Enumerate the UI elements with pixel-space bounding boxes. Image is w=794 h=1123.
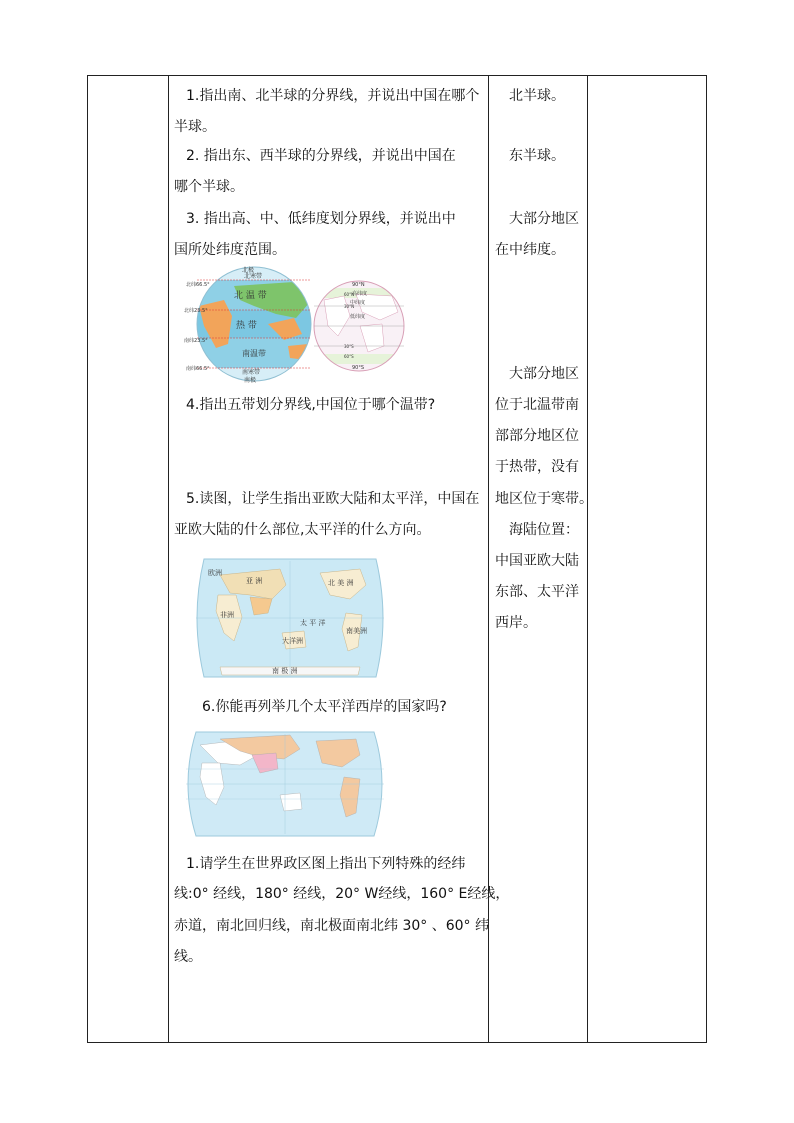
answer-4-line-5: 地区位于寒带。 bbox=[495, 491, 593, 507]
label-north-frigid: 北寒带 bbox=[244, 273, 263, 280]
label-antarctica: 南 极 洲 bbox=[272, 667, 298, 675]
answer-5-line-2: 中国亚欧大陆 bbox=[495, 553, 579, 569]
label-lat-90n: 90°N bbox=[352, 282, 365, 288]
label-mid-latitude: 中纬度 bbox=[350, 300, 366, 306]
answer-5-line-4: 西岸。 bbox=[495, 615, 537, 631]
label-lat-30s: 30°S bbox=[344, 344, 354, 349]
political-world-map bbox=[180, 729, 390, 839]
answer-4-line-2: 位于北温带南 bbox=[495, 397, 579, 413]
answer-5-line-3: 东部、太平洋 bbox=[495, 584, 579, 600]
question-2-line-1: 2. 指出东、西半球的分界线，并说出中国在 bbox=[186, 148, 456, 164]
question-7-line-3: 赤道，南北回归线，南北极面南北纬 30° 、60° 纬 bbox=[174, 918, 489, 934]
question-4: 4.指出五带划分界线,中国位于哪个温带? bbox=[186, 397, 436, 413]
label-europe: 欧洲 bbox=[208, 569, 222, 577]
answer-1: 北半球。 bbox=[509, 88, 565, 104]
label-lat-60s: 60°S bbox=[344, 354, 354, 359]
question-5-line-2: 亚欧大陆的什么部位,太平洋的什么方向。 bbox=[174, 522, 431, 538]
label-lat-665n: 北纬66.5° bbox=[186, 282, 210, 288]
label-north-america: 北 美 洲 bbox=[328, 579, 354, 587]
answer-2: 东半球。 bbox=[509, 148, 565, 164]
label-tropics: 热 带 bbox=[236, 321, 257, 331]
label-asia: 亚 洲 bbox=[246, 577, 263, 585]
answer-4-line-1: 大部分地区 bbox=[509, 366, 579, 382]
label-north-temperate: 北 温 带 bbox=[234, 291, 267, 301]
answer-3-line-2: 在中纬度。 bbox=[495, 242, 565, 258]
answer-5-line-1: 海陆位置： bbox=[509, 522, 579, 538]
question-2-line-2: 哪个半球。 bbox=[174, 179, 244, 195]
label-low-latitude: 低纬度 bbox=[350, 314, 366, 320]
continents-map bbox=[190, 555, 390, 681]
globe-figures bbox=[184, 266, 414, 384]
question-7-line-1: 1.请学生在世界政区图上指出下列特殊的经纬 bbox=[186, 856, 466, 872]
label-lat-235s: 南纬23.5° bbox=[184, 338, 208, 344]
label-lat-665s: 南纬66.5° bbox=[186, 366, 210, 372]
question-6: 6.你能再列举几个太平洋西岸的国家吗? bbox=[202, 699, 447, 715]
label-north-pole: 北极 bbox=[242, 267, 255, 274]
column-divider bbox=[168, 76, 169, 1042]
lesson-table bbox=[87, 75, 707, 1043]
answer-4-line-4: 于热带，没有 bbox=[495, 459, 579, 475]
question-7-line-2: 线:0° 经线，180° 经线，20° W经线，160° E经线， bbox=[174, 886, 510, 902]
column-divider bbox=[587, 76, 588, 1042]
label-lat-90s: 90°S bbox=[352, 365, 365, 371]
question-3-line-2: 国所处纬度范围。 bbox=[174, 242, 286, 258]
label-africa: 非洲 bbox=[220, 611, 234, 619]
label-south-temperate: 南温带 bbox=[242, 349, 266, 358]
label-lat-60n: 60°N bbox=[344, 292, 355, 297]
answer-4-line-3: 部部分地区位 bbox=[495, 428, 579, 444]
label-high-latitude: 高纬度 bbox=[352, 291, 368, 297]
label-pacific: 太 平 洋 bbox=[300, 619, 326, 627]
label-lat-235n: 北纬23.5° bbox=[184, 308, 208, 314]
question-7-line-4: 线。 bbox=[174, 949, 202, 965]
label-south-america: 南美洲 bbox=[346, 627, 367, 635]
question-1-line-2: 半球。 bbox=[174, 119, 216, 135]
question-5-line-1: 5.读图，让学生指出亚欧大陆和太平洋，中国在 bbox=[186, 491, 480, 507]
answer-3-line-1: 大部分地区 bbox=[509, 211, 579, 227]
label-lat-30n: 30°N bbox=[344, 304, 355, 309]
question-1-line-1: 1.指出南、北半球的分界线，并说出中国在哪个 bbox=[186, 88, 480, 104]
label-oceania: 大洋洲 bbox=[282, 637, 303, 645]
label-south-frigid: 南寒带 bbox=[242, 369, 261, 376]
label-south-pole: 南极 bbox=[244, 377, 257, 384]
question-3-line-1: 3. 指出高、中、低纬度划分界线，并说出中 bbox=[186, 211, 456, 227]
